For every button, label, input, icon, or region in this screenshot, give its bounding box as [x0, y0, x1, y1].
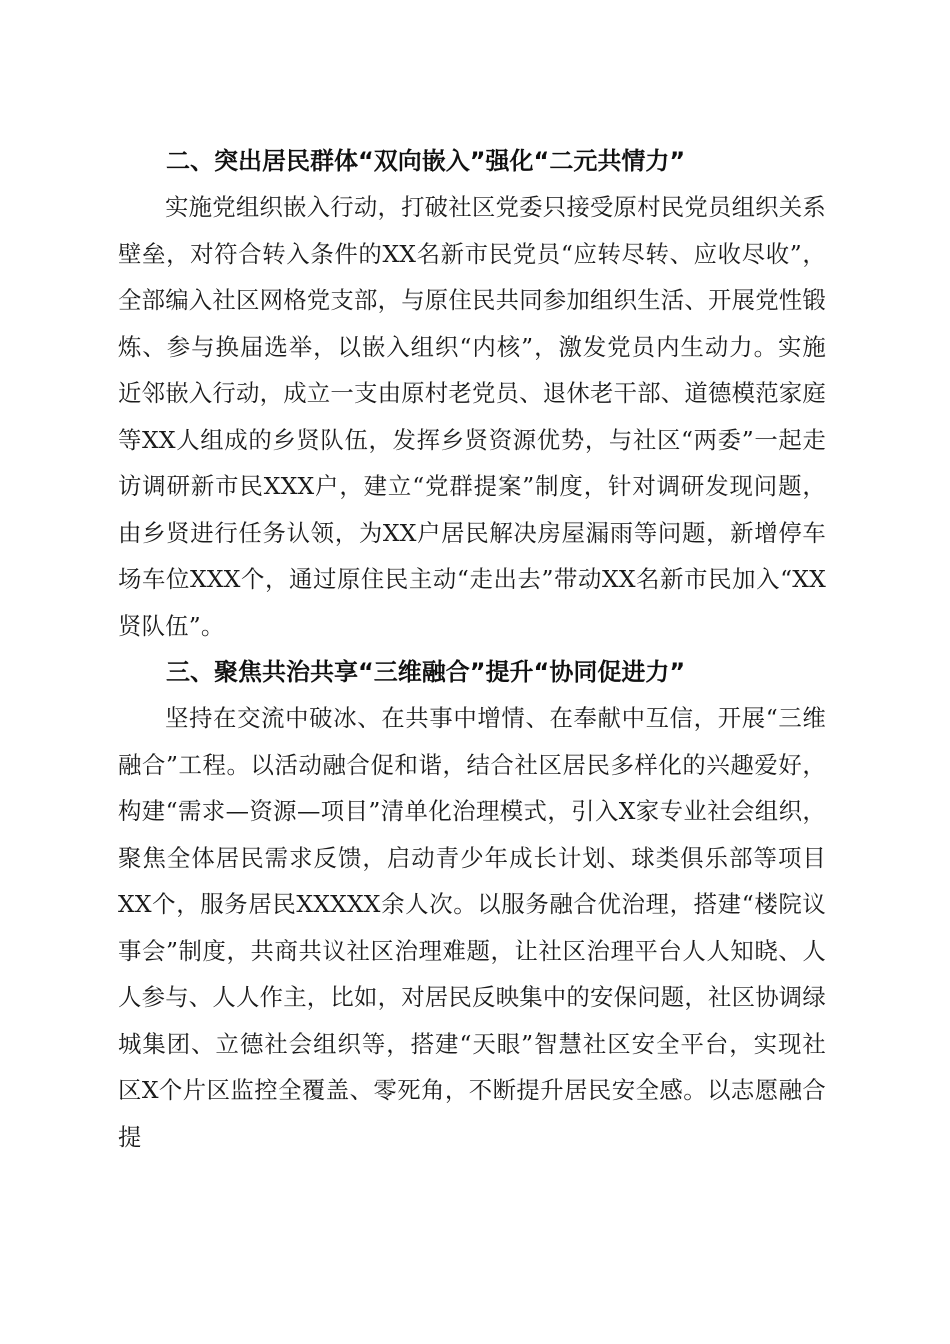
document-body: [118, 138, 826, 1160]
section-paragraph-3: 坚持在交流中破冰、在共事中增情、在奉献中互信，开展“三维融合”工程。以活动融合促和谐，结合社区居民多样化的兴趣爱好，构建“需求—资源—项目”清单化治理模式，引入X家专业社会组织，聚焦全体居民需求反馈，启动青少年成长计划、球类俱乐部等项目XX个，服务居民XXXXX余人次。以服务融合优治理，搭建“楼院议事会”制度，共商共议社区治理难题，让社区治理平台人人知晓、人人参与、人人作主，比如，对居民反映集中的安保问题，社区协调绿城集团、立德社会组织等，搭建“天眼”智慧社区安全平台，实现社区X个片区监控全覆盖、零死角，不断提升居民安全感。以志愿融合提: [118, 704, 826, 1151]
section-paragraph-2: 实施党组织嵌入行动，打破社区党委只接受原村民党员组织关系壁垒，对符合转入条件的XX名新市民党员“应转尽转、应收尽收”，全部编入社区网格党支部，与原住民共同参加组织生活、开展党性锻炼、参与换届选举，以嵌入组织“内核”，激发党员内生动力。实施近邻嵌入行动，成立一支由原村老党员、退休老干部、道德模范家庭等XX人组成的乡贤队伍，发挥乡贤资源优势，与社区“两委”一起走访调研新市民XXX户，建立“党群提案”制度，针对调研发现问题，由乡贤进行任务认领，为XX户居民解决房屋漏雨等问题，新增停车场车位XXX个，通过原住民主动“走出去”带动XX名新市民加入“XX贤队伍”。: [118, 193, 826, 640]
section-heading-2: 二、突出居民群体“双向嵌入”强化“二元共情力”: [166, 147, 686, 175]
section-heading-3: 三、聚焦共治共享“三维融合”提升“协同促进力”: [166, 658, 686, 686]
